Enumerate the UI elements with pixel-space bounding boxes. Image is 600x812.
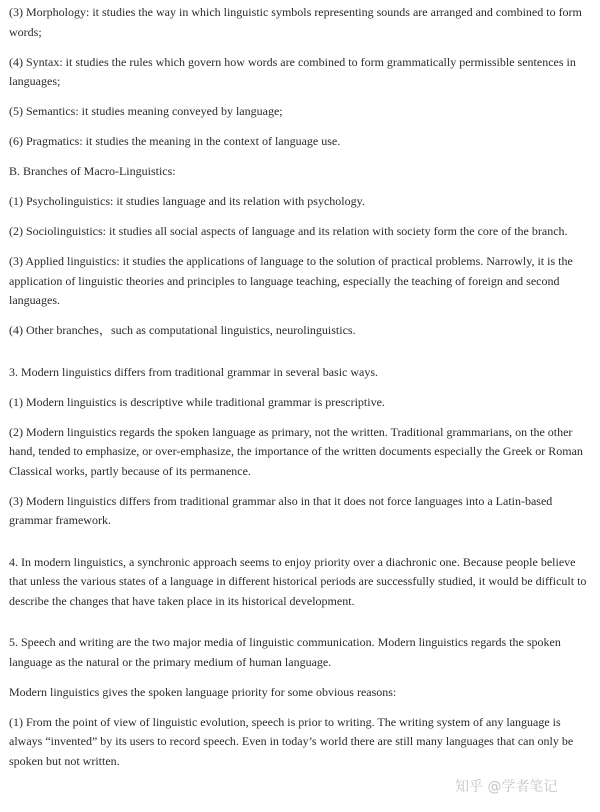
paragraph-other-branches: (4) Other branches，such as computational linguistics, neurolinguistics. — [9, 323, 356, 337]
paragraph-priority-reasons: Modern linguistics gives the spoken language priority for some obvious reasons: — [9, 684, 397, 699]
paragraph-semantics: (5) Semantics: it studies meaning conveyed by language; — [9, 104, 283, 118]
section-heading-modern-vs-traditional: 3. Modern linguistics differs from traditional grammar in several basic ways. — [9, 364, 379, 379]
section-speech-writing: 5. Speech and writing are the two major media of linguistic communication. Modern linguistics regards the spoken language as the natural or the primary medium of human language. — [9, 635, 561, 669]
section-heading-macro-linguistics: B. Branches of Macro-Linguistics: — [9, 164, 176, 178]
zhihu-watermark: 知乎 @学者笔记 — [455, 779, 558, 795]
paragraph-spoken-primary: (2) Modern linguistics regards the spoken language as primary, not the written. Traditional grammarians, on the other hand, tended to emphasize, or over-emphasize, the importance of the written documents especially the Greek or Roman Classical works, partly because of its permanence. — [9, 424, 583, 478]
paragraph-pragmatics: (6) Pragmatics: it studies the meaning in the context of language use. — [9, 134, 341, 148]
paragraph-syntax: (4) Syntax: it studies the rules which govern how words are combined to form grammatically permissible sentences in languages; — [9, 54, 576, 88]
paragraph-descriptive: (1) Modern linguistics is descriptive while traditional grammar is prescriptive. — [9, 394, 385, 409]
paragraph-sociolinguistics: (2) Sociolinguistics: it studies all social aspects of language and its relation with society form the core of the branch. — [9, 224, 568, 238]
paragraph-morphology: (3) Morphology: it studies the way in which linguistic symbols representing sounds are arranged and combined to form words; — [9, 5, 582, 39]
paragraph-applied-linguistics: (3) Applied linguistics: it studies the applications of language to the solution of practical problems. Narrowly, it is the application of linguistic theories and principles to language teaching, especially the teaching of foreign and second languages. — [9, 254, 573, 307]
paragraph-latin-framework: (3) Modern linguistics differs from traditional grammar also in that it does not force languages into a Latin-based grammar framework. — [9, 493, 553, 527]
document-body — [9, 3, 594, 782]
section-synchronic: 4. In modern linguistics, a synchronic approach seems to enjoy priority over a diachronic one. Because people believe that unless the various states of a language in different historical periods are successfully studied, it would be difficult to describe the changes that have taken place in its historical development. — [9, 554, 587, 608]
paragraph-psycholinguistics: (1) Psycholinguistics: it studies language and its relation with psychology. — [9, 194, 365, 208]
paragraph-linguistic-evolution: (1) From the point of view of linguistic evolution, speech is prior to writing. The writing system of any language is always “invented” by its users to record speech. Even in today’s world there are still many languages that can only be spoken but not written. — [9, 714, 574, 768]
